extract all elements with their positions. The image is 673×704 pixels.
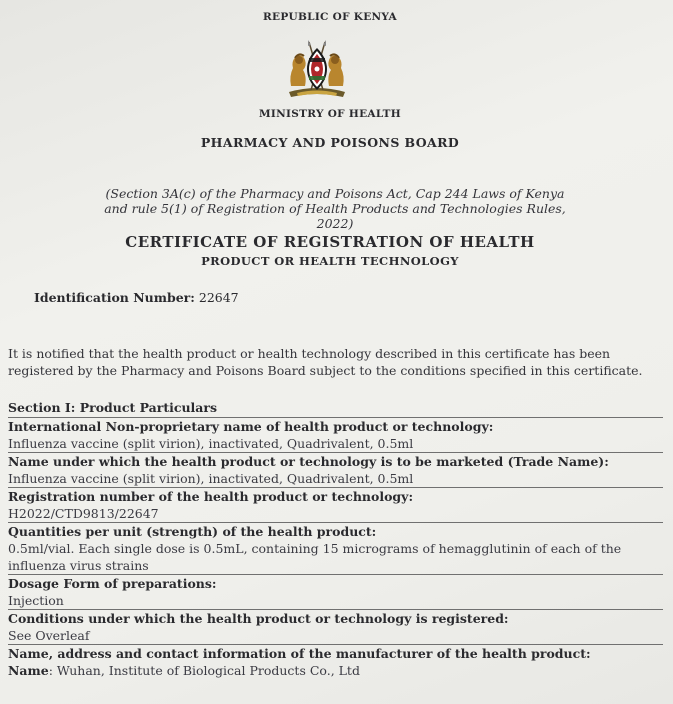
field-strength [8,522,663,574]
field-value: H2022/CTD9813/22647 [8,506,159,521]
field-value [8,662,663,679]
field-value: See Overleaf [8,628,90,643]
field-label: Name, address and contact information of the manufacturer of the health product: [8,644,663,662]
field-dosage-form [8,574,663,609]
identification-number [34,290,239,305]
field-value: Influenza vaccine (split virion), inactivated, Quadrivalent, 0.5ml [8,471,414,486]
identification-label: Identification Number: [34,290,195,305]
field-conditions [8,609,663,644]
ministry-heading: MINISTRY OF HEALTH [259,108,401,120]
identification-value: 22647 [198,290,239,305]
registration-notice: It is notified that the health product or health technology described in this certificate has been registered by the Pharmacy and Poisons Board subject to the conditions specified in this certificate. [8,346,643,378]
legal-basis-text: (Section 3A(c) of the Pharmacy and Poisons Act, Cap 244 Laws of Kenya and rule 5(1) of Registration of Health Products and Technologies Rules, 2022) [104,186,566,231]
manufacturer-name-label: Name [8,663,49,678]
field-manufacturer [8,644,663,679]
certificate-title: CERTIFICATE OF REGISTRATION OF HEALTH [125,233,535,251]
field-label: Quantities per unit (strength) of the health product: [8,522,663,540]
certificate-subtitle: PRODUCT OR HEALTH TECHNOLOGY [201,254,459,268]
field-label: Name under which the health product or technology is to be marketed (Trade Name): [8,452,663,470]
kenya-coat-of-arms-icon [283,36,351,100]
field-label: Registration number of the health product or technology: [8,487,663,505]
field-value: Influenza vaccine (split virion), inactivated, Quadrivalent, 0.5ml [8,436,414,451]
republic-heading: REPUBLIC OF KENYA [262,11,398,23]
field-inn [8,417,663,452]
board-heading: PHARMACY AND POISONS BOARD [200,135,460,150]
field-registration-number [8,487,663,522]
section-product-particulars [8,399,663,679]
manufacturer-name-value: : Wuhan, Institute of Biological Products Co., Ltd [48,663,360,678]
field-label: Conditions under which the health product or technology is registered: [8,609,663,627]
field-label: International Non-proprietary name of health product or technology: [8,417,663,435]
field-label: Dosage Form of preparations: [8,574,663,592]
field-value: 0.5ml/vial. Each single dose is 0.5mL, containing 15 micrograms of hemagglutinin of each of the influenza virus strains [8,541,622,573]
field-value: Injection [8,593,64,608]
field-trade-name [8,452,663,487]
section-heading: Section I: Product Particulars [8,400,218,415]
